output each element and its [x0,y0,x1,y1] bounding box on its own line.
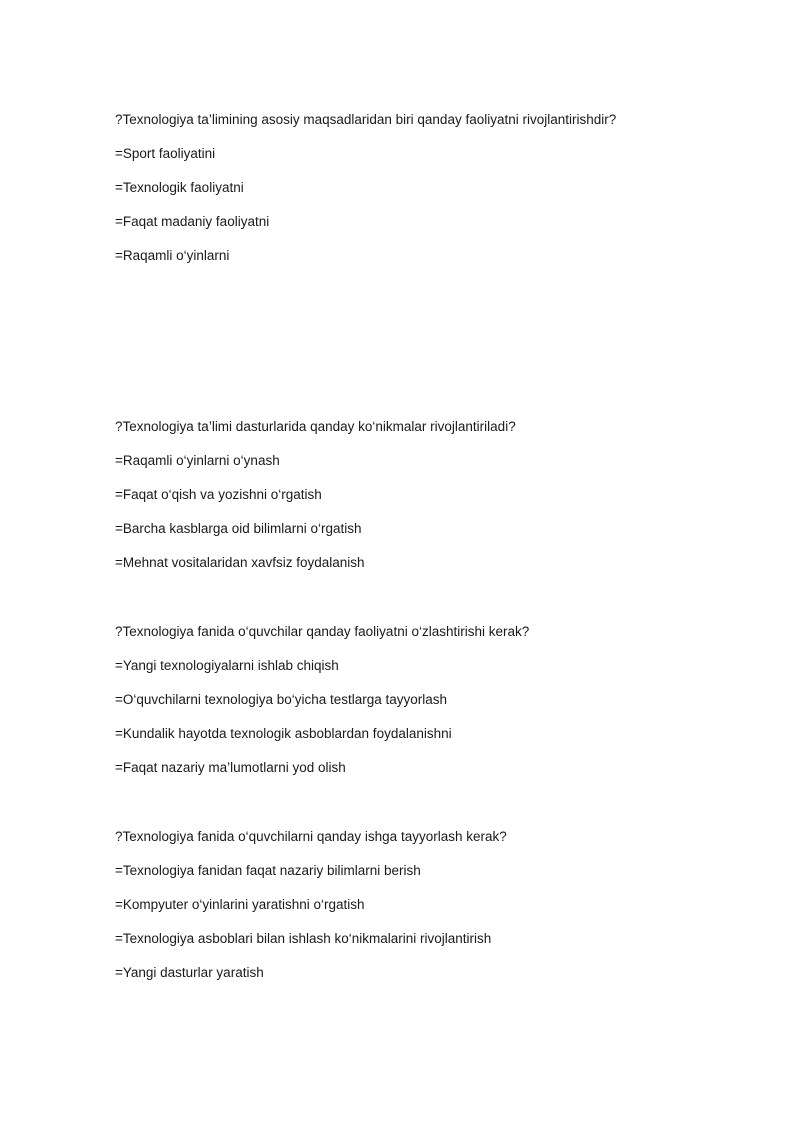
question-2-option-3: =Barcha kasblarga oid bilimlarni o‘rgatish [115,521,362,536]
question-1-option-2: =Texnologik faoliyatni [115,180,244,195]
question-4-option-3: =Texnologiya asboblari bilan ishlash ko‘nikmalarini rivojlantirish [115,931,492,946]
question-1: ?Texnologiya ta’limining asosiy maqsadlaridan biri qanday faoliyatni rivojlantirishdir? [115,112,617,127]
question-2: ?Texnologiya ta’limi dasturlarida qanday ko‘nikmalar rivojlantiriladi? [115,419,516,434]
question-4-option-2: =Kompyuter o‘yinlarini yaratishni o‘rgatish [115,897,365,912]
question-2-option-2: =Faqat o‘qish va yozishni o‘rgatish [115,487,322,502]
question-4: ?Texnologiya fanida o‘quvchilarni qanday ishga tayyorlash kerak? [115,829,507,844]
question-2-option-1: =Raqamli o‘yinlarni o‘ynash [115,453,280,468]
question-1-option-1: =Sport faoliyatini [115,146,216,161]
question-4-option-4: =Yangi dasturlar yaratish [115,965,264,980]
question-3-option-2: =O‘quvchilarni texnologiya bo‘yicha testlarga tayyorlash [115,692,448,707]
question-1-option-3: =Faqat madaniy faoliyatni [115,214,270,229]
question-3-option-3: =Kundalik hayotda texnologik asboblardan foydalanishni [115,726,452,741]
question-4-option-1: =Texnologiya fanidan faqat nazariy bilimlarni berish [115,863,421,878]
question-3-option-4: =Faqat nazariy ma’lumotlarni yod olish [115,760,346,775]
question-1-option-4: =Raqamli o‘yinlarni [115,248,230,263]
question-3: ?Texnologiya fanida o‘quvchilar qanday faoliyatni o‘zlashtirishi kerak? [115,624,530,639]
question-2-option-4: =Mehnat vositalaridan xavfsiz foydalanish [115,555,365,570]
question-3-option-1: =Yangi texnologiyalarni ishlab chiqish [115,658,339,673]
